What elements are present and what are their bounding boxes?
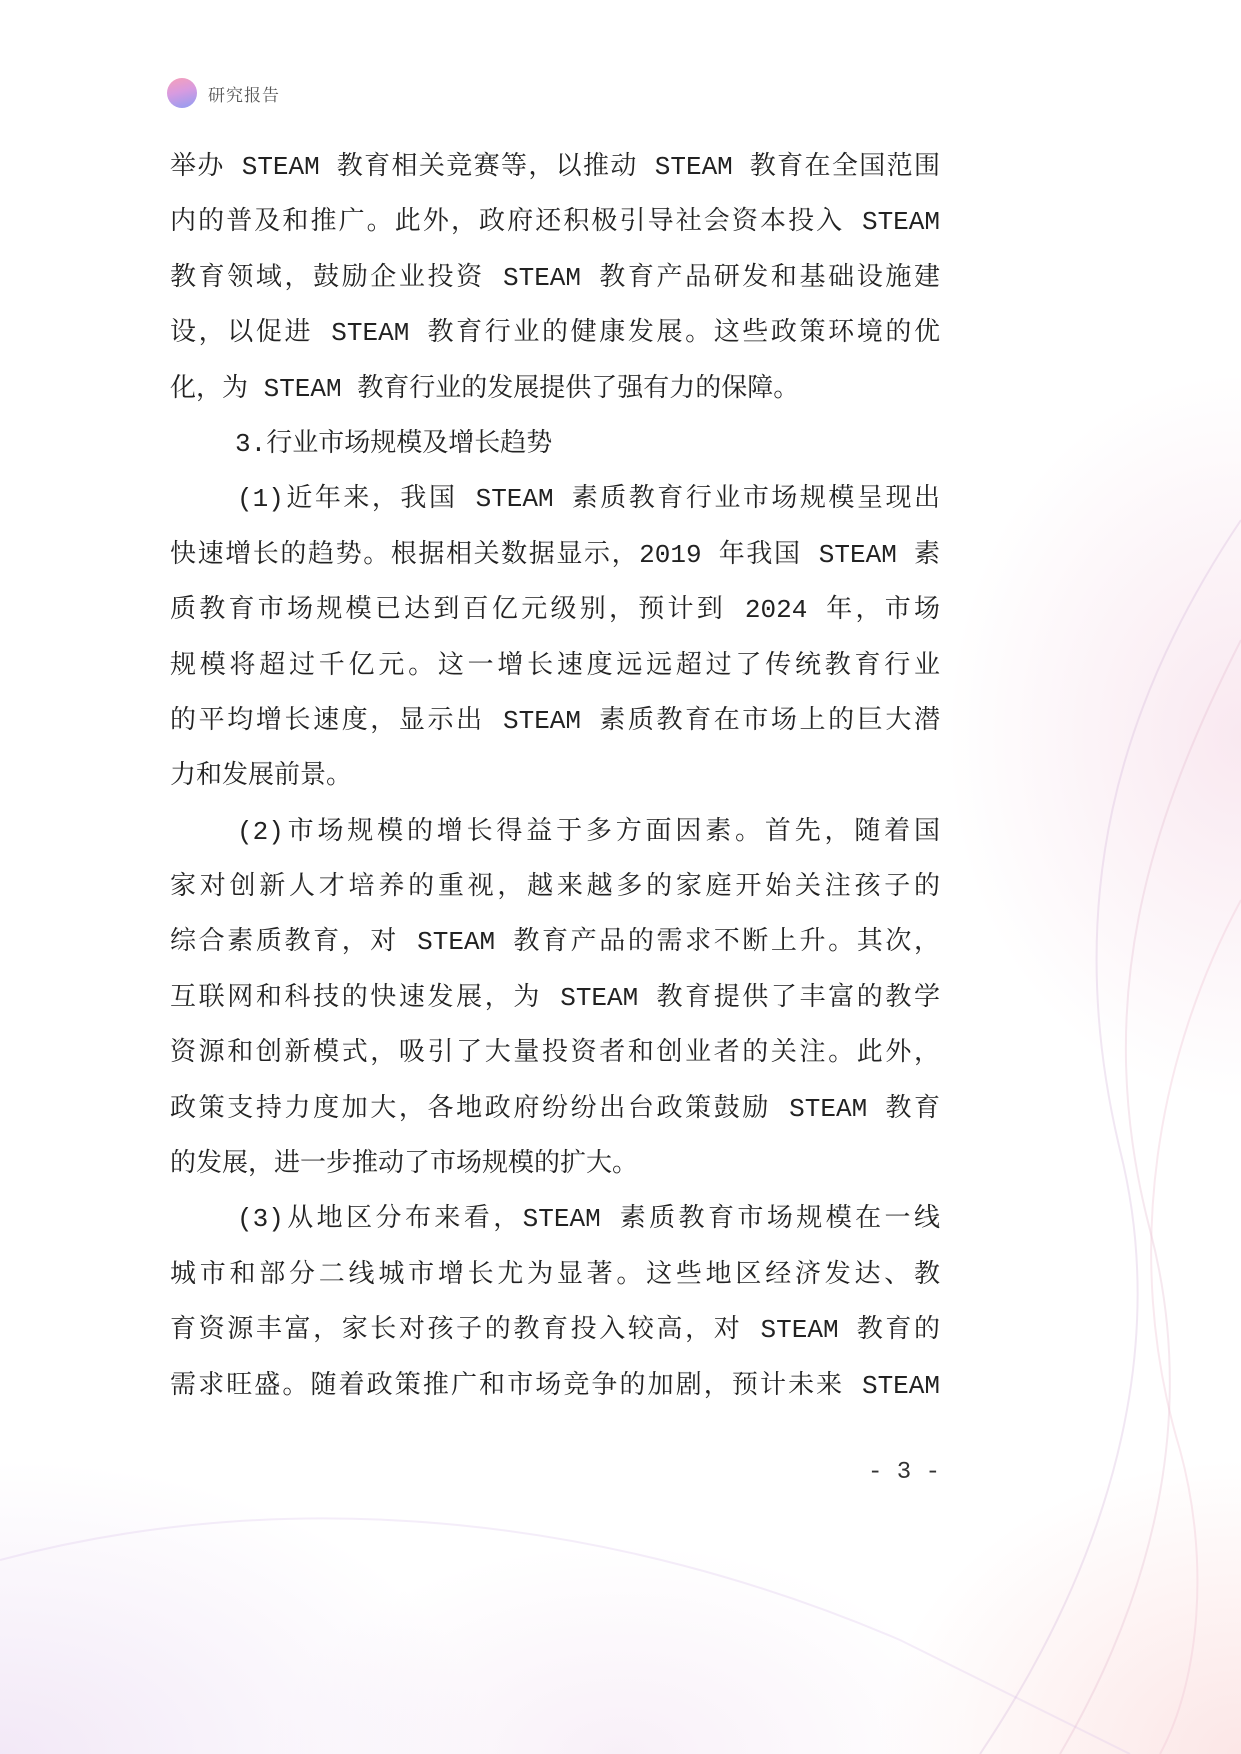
page-number: - 3 - — [867, 1459, 940, 1486]
paragraph-policy-continued — [170, 140, 940, 417]
text-line: 规模将超过千亿元。这一增长速度远远超过了传统教育行业 — [170, 650, 940, 681]
text-line: 家对创新人才培养的重视，越来越多的家庭开始关注孩子的 — [170, 872, 940, 903]
document-body — [170, 140, 940, 1414]
text-line: 化，为 STEAM 教育行业的发展提供了强有力的保障。 — [170, 373, 800, 404]
paragraph-market-growth — [170, 472, 940, 804]
text-line: 教育领域，鼓励企业投资 STEAM 教育产品研发和基础设施建 — [170, 262, 940, 293]
text-line: 需求旺盛。随着政策推广和市场竞争的加剧，预计未来 STEAM — [170, 1370, 940, 1401]
text-line: 的平均增长速度，显示出 STEAM 素质教育在市场上的巨大潜 — [170, 705, 940, 736]
section-heading-text: 3.行业市场规模及增长趋势 — [235, 428, 553, 459]
paragraph-growth-factors — [170, 805, 940, 1193]
text-line: 互联网和科技的快速发展，为 STEAM 教育提供了丰富的教学 — [170, 982, 940, 1013]
text-line: (3)从地区分布来看，STEAM 素质教育市场规模在一线 — [237, 1204, 940, 1235]
text-line: 政策支持力度加大，各地政府纷纷出台政策鼓励 STEAM 教育 — [170, 1093, 940, 1124]
gradient-circle-icon — [167, 78, 197, 108]
text-line: 城市和部分二线城市增长尤为显著。这些地区经济发达、教 — [170, 1259, 940, 1290]
page-header — [167, 78, 280, 108]
text-line: 设，以促进 STEAM 教育行业的健康发展。这些政策环境的优 — [170, 318, 940, 349]
paragraph-regional-distribution — [170, 1192, 940, 1414]
text-line: 资源和创新模式，吸引了大量投资者和创业者的关注。此外， — [170, 1038, 940, 1069]
text-line: (1)近年来，我国 STEAM 素质教育行业市场规模呈现出 — [237, 484, 940, 515]
text-line: 育资源丰富，家长对孩子的教育投入较高，对 STEAM 教育的 — [170, 1315, 940, 1346]
header-title: 研究报告 — [208, 85, 280, 106]
text-line: 质教育市场规模已达到百亿元级别，预计到 2024 年，市场 — [170, 595, 940, 626]
text-line: 举办 STEAM 教育相关竞赛等，以推动 STEAM 教育在全国范围 — [170, 152, 940, 182]
text-line: 综合素质教育，对 STEAM 教育产品的需求不断上升。其次， — [170, 927, 940, 958]
text-line: 的发展，进一步推动了市场规模的扩大。 — [170, 1149, 639, 1180]
text-line: (2)市场规模的增长得益于多方面因素。首先，随着国 — [237, 816, 940, 847]
text-line: 力和发展前景。 — [170, 761, 353, 792]
section-heading — [170, 417, 940, 472]
text-line: 内的普及和推广。此外，政府还积极引导社会资本投入 STEAM — [170, 207, 940, 238]
text-line: 快速增长的趋势。根据相关数据显示，2019 年我国 STEAM 素 — [170, 539, 940, 570]
